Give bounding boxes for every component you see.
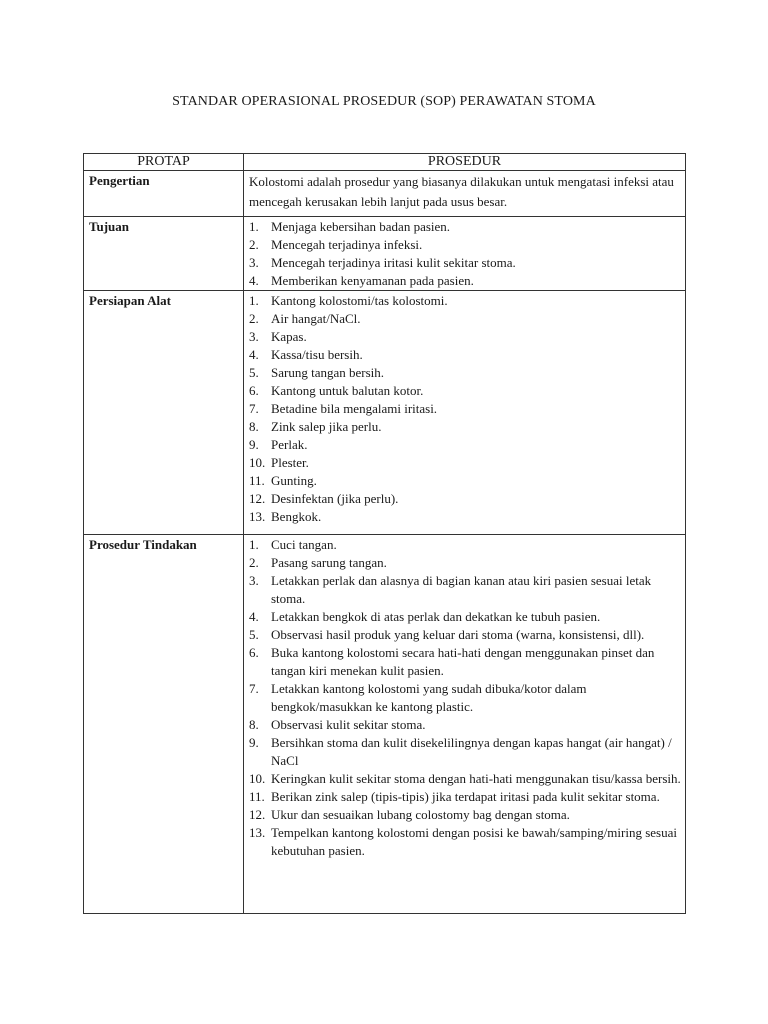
list-item [249,716,681,734]
list-item-number: 10. [249,455,266,470]
list-item-number: 1. [249,537,259,552]
list-item [249,536,681,554]
tujuan-list [249,218,681,290]
list-item [249,236,681,254]
row-prosedur-tindakan [84,535,686,914]
list-item-number: 1. [249,219,259,234]
list-item-text: Memberikan kenyamanan pada pasien. [271,273,474,288]
list-item-text: Berikan zink salep (tipis-tipis) jika terdapat iritasi pada kulit sekitar stoma. [271,789,660,804]
list-item-number: 9. [249,437,259,452]
list-item [249,608,681,626]
list-item [249,572,681,608]
list-item-number: 8. [249,717,259,732]
header-protap: PROTAP [84,154,244,171]
list-item-text: Menjaga kebersihan badan pasien. [271,219,451,234]
list-item [249,508,681,526]
list-item-number: 2. [249,237,259,252]
list-item [249,218,681,236]
list-item-number: 11. [249,789,265,804]
row-tujuan [84,217,686,291]
list-item-text: Betadine bila mengalami iritasi. [271,401,438,416]
list-item [249,454,681,472]
list-item-text: Zink salep jika perlu. [271,419,382,434]
content-persiapan-alat [244,291,686,535]
list-item-text: Perlak. [271,437,308,452]
list-item-text: Mencegah terjadinya iritasi kulit sekitar stoma. [271,255,516,270]
list-item [249,272,681,290]
list-item-number: 9. [249,735,259,750]
list-item [249,626,681,644]
list-item [249,788,681,806]
label-prosedur-tindakan: Prosedur Tindakan [84,535,244,914]
list-item [249,644,681,680]
list-item-text: Bengkok. [271,509,322,524]
list-item-number: 4. [249,273,259,288]
list-item-number: 1. [249,293,259,308]
list-item-number: 12. [249,807,266,822]
list-item-text: Buka kantong kolostomi secara hati-hati dengan menggunakan pinset dan tangan kiri menekan kulit pasien. [271,645,655,678]
list-item-number: 12. [249,491,266,506]
row-pengertian [84,171,686,217]
persiapan-alat-list [249,292,681,526]
content-prosedur-tindakan [244,535,686,914]
list-item-text: Tempelkan kantong kolostomi dengan posisi ke bawah/samping/miring sesuai kebutuhan pasien. [271,825,677,858]
list-item-number: 13. [249,509,266,524]
list-item-text: Kassa/tisu bersih. [271,347,363,362]
list-item [249,472,681,490]
list-item-text: Plester. [271,455,309,470]
list-item-number: 7. [249,401,259,416]
label-persiapan-alat: Persiapan Alat [84,291,244,535]
list-item-number: 2. [249,555,259,570]
list-item-text: Mencegah terjadinya infeksi. [271,237,423,252]
list-item-text: Kapas. [271,329,307,344]
content-pengertian [244,171,686,217]
list-item-number: 3. [249,255,259,270]
list-item [249,436,681,454]
list-item-number: 3. [249,573,259,588]
list-item-text: Observasi kulit sekitar stoma. [271,717,426,732]
list-item-text: Letakkan perlak dan alasnya di bagian kanan atau kiri pasien sesuai letak stoma. [271,573,652,606]
list-item-number: 7. [249,681,259,696]
list-item-text: Air hangat/NaCl. [271,311,361,326]
list-item-number: 4. [249,347,259,362]
table-header-row [84,154,686,171]
list-item [249,418,681,436]
list-item-text: Pasang sarung tangan. [271,555,387,570]
list-item-text: Desinfektan (jika perlu). [271,491,399,506]
list-item-text: Letakkan kantong kolostomi yang sudah dibuka/kotor dalam bengkok/masukkan ke kantong plastic. [271,681,587,714]
list-item-number: 10. [249,771,266,786]
list-item [249,254,681,272]
list-item-number: 2. [249,311,259,326]
list-item-text: Bersihkan stoma dan kulit disekelilingnya dengan kapas hangat (air hangat) / NaCl [271,735,672,768]
list-item-text: Observasi hasil produk yang keluar dari stoma (warna, konsistensi, dll). [271,627,645,642]
sop-table [83,153,686,914]
list-item-text: Cuci tangan. [271,537,337,552]
row-persiapan-alat [84,291,686,535]
list-item-number: 5. [249,365,259,380]
list-item-number: 4. [249,609,259,624]
list-item [249,346,681,364]
list-item [249,554,681,572]
list-item-number: 6. [249,383,259,398]
list-item [249,364,681,382]
list-item-text: Kantong kolostomi/tas kolostomi. [271,293,448,308]
list-item-text: Letakkan bengkok di atas perlak dan dekatkan ke tubuh pasien. [271,609,601,624]
list-item-number: 11. [249,473,265,488]
pengertian-text: Kolostomi adalah prosedur yang biasanya dilakukan untuk mengatasi infeksi atau mencegah kerusakan lebih lanjut pada usus besar. [249,174,674,209]
list-item-text: Kantong untuk balutan kotor. [271,383,424,398]
list-item [249,310,681,328]
list-item-text: Keringkan kulit sekitar stoma dengan hati-hati menggunakan tisu/kassa bersih. [271,771,681,786]
list-item-number: 6. [249,645,259,660]
header-prosedur: PROSEDUR [244,154,686,171]
list-item-text: Ukur dan sesuaikan lubang colostomy bag dengan stoma. [271,807,570,822]
list-item [249,292,681,310]
list-item [249,328,681,346]
list-item [249,490,681,508]
list-item-number: 13. [249,825,266,840]
list-item-text: Gunting. [271,473,317,488]
document-title: STANDAR OPERASIONAL PROSEDUR (SOP) PERAWATAN STOMA [172,94,596,109]
list-item [249,806,681,824]
list-item [249,734,681,770]
list-item [249,770,681,788]
label-tujuan: Tujuan [84,217,244,291]
prosedur-tindakan-list [249,536,681,860]
label-pengertian: Pengertian [84,171,244,217]
list-item-text: Sarung tangan bersih. [271,365,385,380]
list-item-number: 5. [249,627,259,642]
list-item [249,680,681,716]
list-item [249,824,681,860]
list-item-number: 8. [249,419,259,434]
content-tujuan [244,217,686,291]
list-item [249,382,681,400]
list-item-number: 3. [249,329,259,344]
list-item [249,400,681,418]
